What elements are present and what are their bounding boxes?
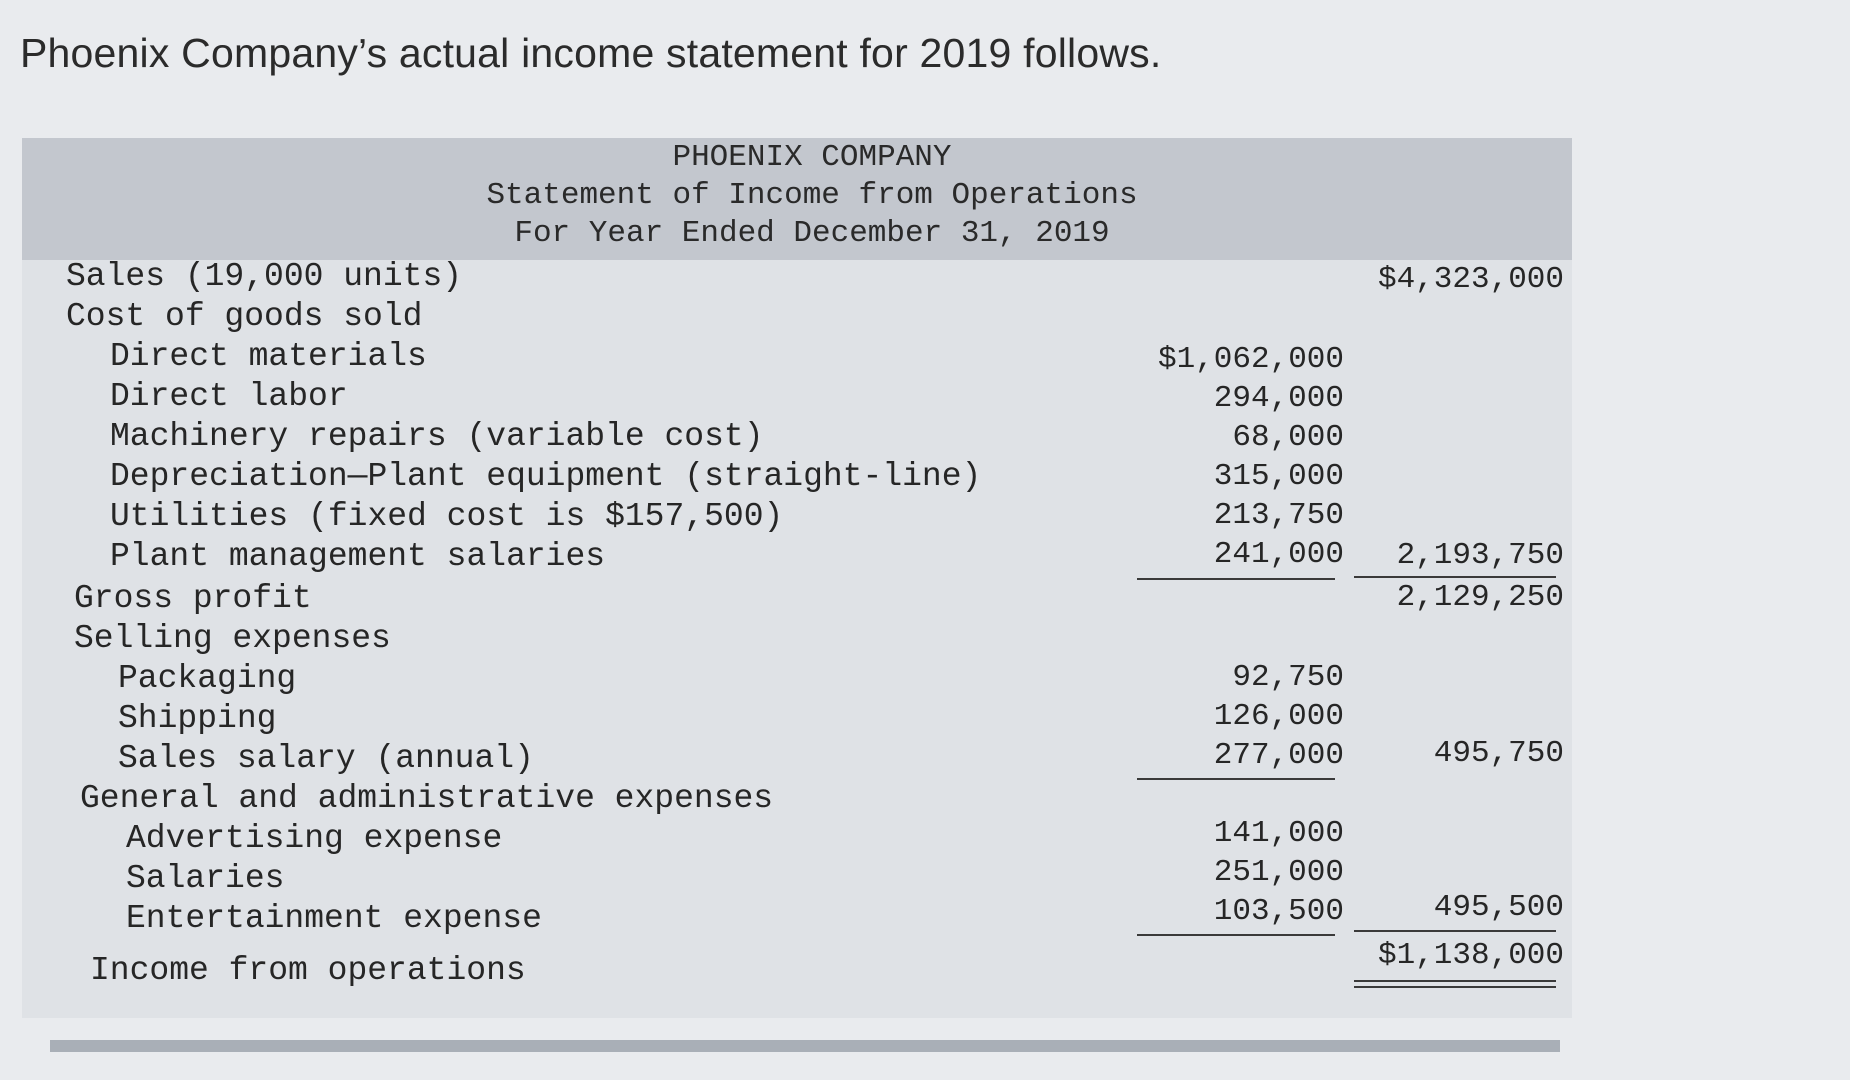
gna-label: General and administrative expenses bbox=[80, 780, 774, 817]
gross-profit-amount: 2,129,250 bbox=[1396, 580, 1564, 615]
income-from-operations-label: Income from operations bbox=[90, 952, 526, 989]
income-statement bbox=[22, 138, 1572, 1018]
sales-salary-label: Sales salary (annual) bbox=[118, 740, 534, 777]
advertising-amount: 141,000 bbox=[1213, 816, 1344, 851]
subtotal-rule bbox=[1137, 934, 1335, 936]
company-name: PHOENIX COMPANY bbox=[672, 140, 952, 175]
total-rule bbox=[1354, 576, 1556, 578]
plant-salaries-label: Plant management salaries bbox=[110, 538, 606, 575]
intro-text: Phoenix Company’s actual income statement for 2019 follows. bbox=[20, 30, 1162, 76]
plant-salaries-amount: 241,000 bbox=[1213, 537, 1344, 572]
sales-amount: $4,323,000 bbox=[1377, 262, 1564, 297]
depreciation-label: Depreciation—Plant equipment (straight-line) bbox=[110, 458, 982, 495]
salaries-amount: 251,000 bbox=[1213, 855, 1344, 890]
entertainment-amount: 103,500 bbox=[1213, 894, 1344, 929]
direct-materials-amount: $1,062,000 bbox=[1157, 342, 1344, 377]
packaging-label: Packaging bbox=[118, 660, 297, 697]
direct-materials-label: Direct materials bbox=[110, 338, 427, 375]
selling-expenses-label: Selling expenses bbox=[74, 620, 391, 657]
entertainment-label: Entertainment expense bbox=[126, 900, 542, 937]
shipping-amount: 126,000 bbox=[1213, 699, 1344, 734]
direct-labor-label: Direct labor bbox=[110, 378, 348, 415]
packaging-amount: 92,750 bbox=[1232, 660, 1344, 695]
advertising-label: Advertising expense bbox=[126, 820, 503, 857]
statement-title: Statement of Income from Operations bbox=[486, 178, 1138, 213]
double-rule-top bbox=[1354, 980, 1556, 982]
shipping-label: Shipping bbox=[118, 700, 277, 737]
selling-total-amount: 495,750 bbox=[1433, 736, 1564, 771]
scroll-edge bbox=[50, 1040, 1560, 1052]
depreciation-amount: 315,000 bbox=[1213, 459, 1344, 494]
gna-total-amount: 495,500 bbox=[1433, 890, 1564, 925]
cogs-label: Cost of goods sold bbox=[66, 298, 423, 335]
subtotal-rule bbox=[1137, 778, 1335, 780]
salaries-label: Salaries bbox=[126, 860, 285, 897]
machinery-repairs-label: Machinery repairs (variable cost) bbox=[110, 418, 764, 455]
sales-label: Sales (19,000 units) bbox=[66, 258, 463, 295]
utilities-label: Utilities (fixed cost is $157,500) bbox=[110, 498, 784, 535]
sales-salary-amount: 277,000 bbox=[1213, 738, 1344, 773]
statement-period: For Year Ended December 31, 2019 bbox=[514, 216, 1110, 251]
cogs-total-amount: 2,193,750 bbox=[1396, 538, 1564, 573]
machinery-repairs-amount: 68,000 bbox=[1232, 420, 1344, 455]
total-rule bbox=[1354, 930, 1556, 932]
gross-profit-label: Gross profit bbox=[74, 580, 312, 617]
direct-labor-amount: 294,000 bbox=[1213, 381, 1344, 416]
utilities-amount: 213,750 bbox=[1213, 498, 1344, 533]
income-from-operations-amount: $1,138,000 bbox=[1377, 938, 1564, 973]
double-rule-bottom bbox=[1354, 986, 1556, 988]
